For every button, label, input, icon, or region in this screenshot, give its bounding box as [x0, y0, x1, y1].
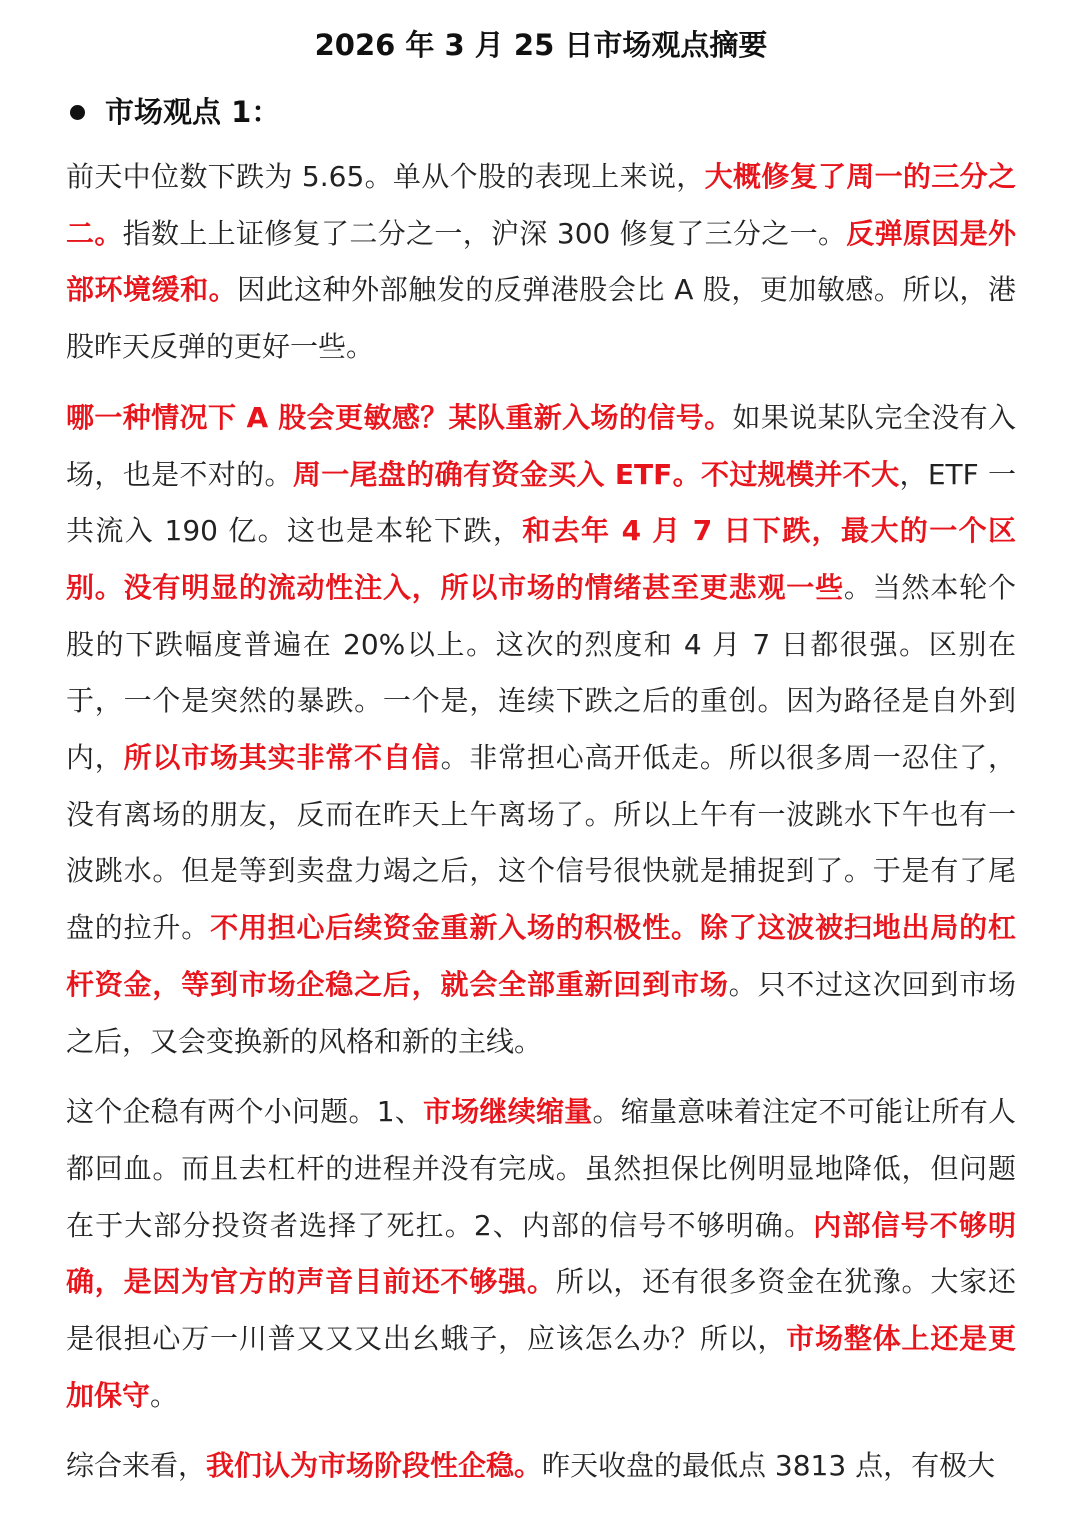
highlight-segment: 市场继续缩量 [423, 1095, 593, 1129]
highlight-segment: 大概修复了周一的三分之二。 [66, 160, 1016, 250]
text-segment: 因此这种外部触发的反弹港股会比 A 股，更加敏感。所以，港股昨天反弹的更好一些。 [66, 273, 1016, 364]
highlight-segment: 反弹原因是外部环境缓和。 [66, 216, 1016, 307]
text-segment: 。非常担心高开低走。所以很多周一忍住了，没有离场的朋友，反而在昨天上午离场了。所以上午有一波跳水下午也有一波跳水。但是等到卖盘力竭之后，这个信号很快就是捕捉到了。于是有了尾盘的拉升。 [66, 741, 1016, 945]
text-segment: 指数上上证修复了二分之一，沪深 300 修复了三分之一。 [122, 216, 847, 250]
highlight-segment: 和去年 4 月 7 日下跌，最大的一个区别。没有明显的流动性注入，所以市场的情绪甚至更悲观一些 [66, 514, 1016, 604]
text-segment: 综合来看， [66, 1449, 207, 1483]
text-segment: 这个企稳有两个小问题。1、 [66, 1095, 424, 1129]
highlight-segment: 我们认为市场阶段性企稳。 [206, 1449, 543, 1483]
paragraph-1 [66, 149, 1016, 376]
bullet-dot-icon [70, 105, 85, 120]
section-heading [66, 90, 1016, 134]
section-heading-text: 市场观点 1： [105, 95, 281, 129]
paragraph-3 [66, 1084, 1016, 1424]
highlight-segment: 不用担心后续资金重新入场的积极性。除了这波被扫地出局的杠杆资金，等到市场企稳之后，就会全部重新回到市场 [66, 911, 1016, 1001]
highlight-segment: 周一尾盘的确有资金买入 ETF。不过规模并不大 [292, 457, 900, 491]
text-segment: 。 [150, 1378, 179, 1412]
text-segment: ，ETF 一共流入 190 亿。这也是本轮下跌， [66, 457, 1016, 548]
highlight-segment: 市场整体上还是更加保守 [66, 1322, 1016, 1412]
text-segment: 所以，还有很多资金在犹豫。大家还是很担心万一川普又又又出幺蛾子，应该怎么办？所以， [66, 1265, 1016, 1356]
paragraph-4 [66, 1438, 1016, 1495]
article-body [66, 149, 1016, 1495]
text-segment: 。只不过这次回到市场之后，又会变换新的风格和新的主线。 [66, 967, 1016, 1058]
highlight-segment: 所以市场其实非常不自信 [123, 741, 441, 775]
text-segment: 如果说某队完全没有入场，也是不对的。 [66, 400, 1016, 491]
text-segment: 前天中位数下跌为 5.65。单从个股的表现上来说， [66, 160, 705, 193]
highlight-segment: 哪一种情况下 A 股会更敏感？某队重新入场的信号。 [66, 400, 733, 434]
text-segment: 。缩量意味着注定不可能让所有人都回血。而且去杠杆的进程并没有完成。虽然担保比例明显地降低，但问题在于大部分投资者选择了死扛。2、内部的信号不够明确。 [66, 1095, 1016, 1242]
page-title: 2026 年 3 月 25 日市场观点摘要 [314, 28, 768, 62]
highlight-segment: 内部信号不够明确，是因为官方的声音目前还不够强。 [66, 1208, 1016, 1299]
text-segment: 昨天收盘的最低点 3813 点，有极大 [542, 1449, 996, 1483]
text-segment: 。当然本轮个股的下跌幅度普遍在 20%以上。这次的烈度和 4 月 7 日都很强。区别在于，一个是突然的暴跌。一个是，连续下跌之后的重创。因为路径是自外到内， [66, 570, 1016, 775]
paragraph-2 [66, 390, 1016, 1070]
